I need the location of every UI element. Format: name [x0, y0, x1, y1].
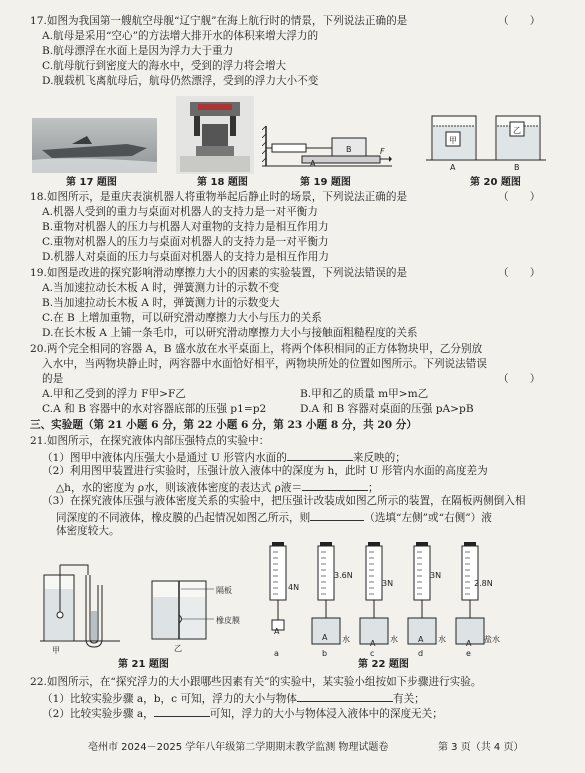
fig22-reading-e: 2.8N	[474, 579, 493, 588]
q20-stem-line3: 的是	[42, 373, 64, 385]
fig19-label-f: F	[380, 147, 385, 156]
fig22-scale-body-3	[414, 546, 430, 600]
q19-answer-paren: （ ）	[498, 267, 541, 279]
q21-blank1[interactable]	[287, 449, 353, 461]
q18-option-b: B.重物对机器人的压力与机器人对重物的支持力是相互作用力	[42, 221, 329, 233]
q21-part3-text: 同深度的不同液体，橡皮膜的凸起情况如图乙所示，则	[56, 512, 311, 524]
q21-stem: 21.如图所示，在探究液体内部压强特点的实验中：	[30, 435, 270, 447]
q17-option-c: C.航母航行到密度大的海水中，受到的浮力将会增大	[42, 60, 287, 72]
fig22-block-d: A	[418, 635, 424, 644]
q21-part3-line1: （3）在探究液体压强与液体密度关系的实验中，把压强计改装成如图乙所示的装置，在隔板两侧倒入相	[42, 495, 526, 507]
fig22-hook-top-4	[464, 542, 476, 546]
fig21-jia-manometer	[40, 555, 120, 655]
q19-option-c: C.在 B 上增加重物，可以研究滑动摩擦力大小与压力的关系	[42, 312, 322, 324]
fig21-caption: 第 21 题图	[118, 659, 169, 670]
fig22-water-c: 水	[390, 635, 398, 644]
fig22-hook-top-1	[320, 542, 332, 546]
q21-part2-text: △h，水的密度为 ρ水，则该液体密度的表达式 ρ液＝	[56, 482, 303, 494]
fig21-label-xiangpimo: 橡皮膜	[216, 616, 240, 625]
q18-option-d: D.机器人对桌面的压力与桌面对机器人的支持力是相互作用力	[42, 251, 329, 263]
fig22-block-c: A	[370, 639, 376, 648]
footer-exam-title: 亳州市 2024－2025 学年八年级第二学期期末教学监测 物理试题卷	[88, 742, 389, 753]
q19-option-d: D.在长木板 A 上铺一条毛巾，可以研究滑动摩擦力大小与接触面粗糙程度的关系	[42, 327, 418, 339]
q19-option-a: A.当加速拉动长木板 A 时，弹簧测力计的示数不变	[42, 282, 280, 294]
fig20-label-a: A	[450, 163, 456, 172]
fig19-friction-apparatus	[262, 118, 392, 173]
q17-option-d: D.舰载机飞离航母后，航母仍然漂浮，受到的浮力大小不变	[42, 75, 319, 87]
fig22-index-d: d	[418, 649, 424, 658]
q17-option-b: B.航母漂浮在水面上是因为浮力大于重力	[42, 45, 234, 57]
q17-answer-paren: （ ）	[498, 15, 541, 27]
q22-blank2[interactable]	[154, 705, 210, 717]
q22-part1-tail: 有关；	[392, 693, 425, 705]
q20-stem-line1: 20.两个完全相同的容器 A，B 盛水放在水平桌面上，将两个体积相同的正方体物块甲，乙分别放	[30, 343, 483, 355]
fig22-index-c: c	[370, 649, 375, 658]
fig22-block-e: A	[466, 639, 472, 648]
fig20-caption: 第 20 题图	[470, 177, 521, 188]
fig21-label-yi: 乙	[174, 644, 182, 653]
fig22-block-a: A	[274, 627, 280, 636]
q18-answer-paren: （ ）	[498, 191, 541, 203]
q22-blank1[interactable]	[297, 690, 393, 702]
q21-part3-tail: （选填“左侧”或“右侧”）液	[364, 512, 492, 524]
fig22-hook-top-2	[368, 542, 380, 546]
fig22-saltwater-e: 盐水	[484, 635, 500, 644]
fig17-carrier-photo	[32, 118, 157, 173]
q21-part3-line2	[56, 509, 492, 526]
q20-option-a: A.甲和乙受到的浮力 F甲>F乙	[42, 388, 186, 400]
fig22-reading-a: 4N	[288, 583, 300, 592]
fig22-scale-body-4	[462, 546, 478, 600]
fig22-index-b: b	[322, 649, 328, 658]
fig18-caption: 第 18 题图	[197, 177, 248, 188]
q20-stem-line2: 入水中，当两物块静止时，两容器中水面恰好相平，两物块所处的位置如图所示。下列说法错误	[42, 358, 487, 370]
fig22-water-b: 水	[342, 635, 350, 644]
q18-option-c: C.重物对机器人的压力与桌面对机器人的支持力是一对平衡力	[42, 236, 329, 248]
q21-part2-tail: ；	[368, 482, 379, 494]
q21-part1-text: （1）图甲中液体内压强大小是通过 U 形管内水面的	[42, 452, 287, 464]
footer-page-number: 第 3 页（共 4 页）	[438, 742, 524, 753]
q21-part3-line3: 体密度较大。	[56, 525, 120, 537]
fig22-reading-d: 3N	[430, 571, 442, 580]
q18-option-a: A.机器人受到的重力与桌面对机器人的支持力是一对平衡力	[42, 206, 318, 218]
q17-stem: 17.如图为我国第一艘航空母舰“辽宁舰”在海上航行时的情景，下列说法正确的是	[30, 15, 408, 27]
fig20-containers	[426, 96, 546, 170]
fig18-robot-photo	[176, 96, 254, 174]
q21-blank3[interactable]	[310, 509, 364, 521]
fig22-scale-body-0	[270, 546, 286, 600]
q20-option-d: D.A 和 B 容器对桌面的压强 pA>pB	[300, 403, 474, 415]
fig20-label-yi: 乙	[513, 126, 521, 135]
fig19-label-b: B	[346, 145, 352, 154]
q22-part2	[42, 705, 443, 722]
fig22-water-d: 水	[438, 635, 446, 644]
q21-part2-line1: （2）利用图甲装置进行实验时，压强计放入液体中的深度为 h，此时 U 形管内水面的高度差为	[42, 465, 488, 477]
fig22-hook-top-0	[272, 542, 284, 546]
q19-option-b: B.当加速拉动长木板 A 时，弹簧测力计的示数变大	[42, 297, 280, 309]
q18-stem: 18.如图所示，是重庆表演机器人将重物举起后静止时的场景，下列说法正确的是	[30, 191, 408, 203]
q21-blank2[interactable]	[302, 479, 368, 491]
fig22-index-a: a	[274, 649, 279, 658]
q20-option-c: C.A 和 B 容器中的水对容器底部的压强 p1=p2	[42, 403, 267, 415]
fig19-caption: 第 19 题图	[300, 177, 351, 188]
fig21-label-jia: 甲	[52, 646, 60, 655]
fig20-label-b: B	[514, 163, 520, 172]
fig22-scale-body-1	[318, 546, 334, 600]
fig22-scale-body-2	[366, 546, 382, 600]
q21-part1-tail: 来反映的；	[352, 452, 406, 464]
q20-answer-paren: （ ）	[498, 373, 541, 385]
fig22-index-e: e	[466, 649, 471, 658]
fig22-buoyancy-steps	[262, 540, 502, 658]
section3-title: 三、实验题（第 21 小题 6 分，第 22 小题 6 分，第 23 小题 8 分，共 20 分）	[30, 419, 417, 431]
q19-stem: 19.如图是改进的探究影响滑动摩擦力大小的因素的实验装置，下列说法错误的是	[30, 267, 408, 279]
q20-option-b: B.甲和乙的质量 m甲>m乙	[300, 388, 429, 400]
fig22-hook-top-3	[416, 542, 428, 546]
fig21-yi-partition	[148, 575, 252, 655]
fig22-reading-b: 3.6N	[334, 571, 353, 580]
fig20-label-jia: 甲	[449, 136, 457, 145]
fig17-caption: 第 17 题图	[66, 177, 117, 188]
fig22-caption: 第 22 题图	[358, 659, 409, 670]
fig22-reading-c: 3N	[382, 579, 394, 588]
q22-stem: 22.如图所示，在“探究浮力的大小跟哪些因素有关”的实验中，某实验小组按如下步骤进行实验。	[30, 676, 482, 688]
q22-part1-text: （1）比较实验步骤 a，b，c 可知，浮力的大小与物体	[42, 693, 297, 705]
q22-part2-tail: 可知，浮力的大小与物体浸入液体中的深度无关；	[209, 708, 443, 720]
q22-part2-text: （2）比较实验步骤 a，	[42, 708, 154, 720]
q17-option-a: A.航母是采用“空心”的方法增大排开水的体积来增大浮力的	[42, 30, 319, 42]
fig21-label-geban: 隔板	[216, 586, 232, 595]
fig19-label-a: A	[310, 159, 316, 168]
fig22-block-b: A	[322, 633, 328, 642]
